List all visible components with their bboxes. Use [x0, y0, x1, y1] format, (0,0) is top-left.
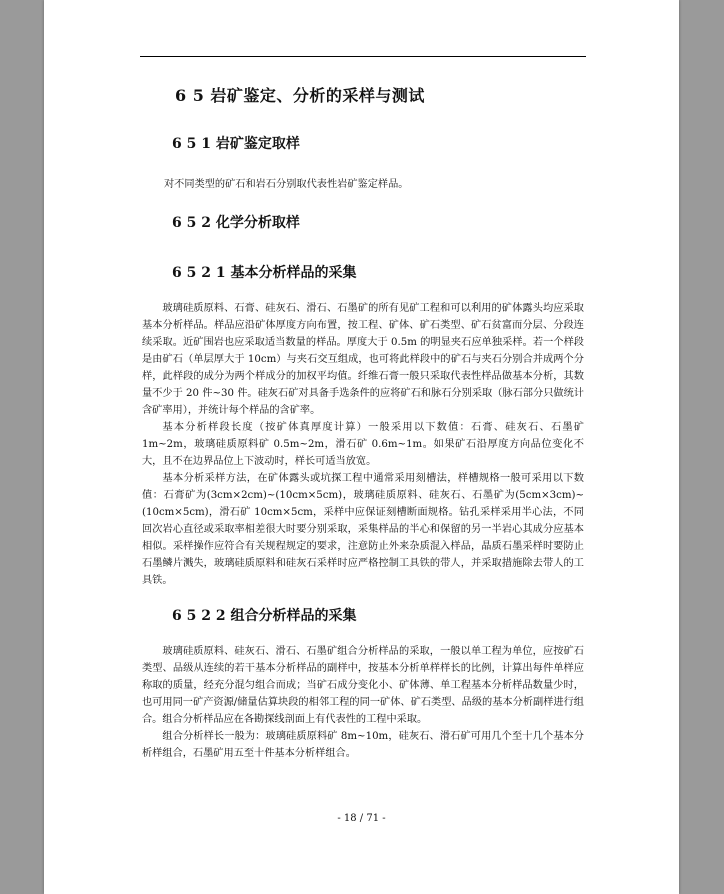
paragraph-6-5-2-1-c: 基本分析采样方法，在矿体露头或坑探工程中通常采用刻槽法，样槽规格一般可采用以下数值：石膏矿为(3cm×2cm)~(10cm×5cm)，玻璃硅质原料、硅灰石、石墨矿为(5cm×3cm)~(10cm×5cm)，滑石矿 10cm×5cm，采样中应保证刻槽断面规格。钻孔采样采用半心法，不同回次岩心直径或采取率相差很大时要分别采取，采集样品的半心和保留的另一半岩心其成分应基本相似。采样操作应符合有关规程规定的要求，注意防止外来杂质混入样品，晶质石墨采样时要防止石墨鳞片溅失，玻璃硅质原料和硅灰石采样时应严格控制工具铁的带人，并采取措施除去带人的工具铁。: [142, 473, 584, 586]
body-6-5-2-1: [142, 300, 584, 589]
header-rule: [140, 56, 586, 57]
body-6-5-2-2: [142, 643, 584, 762]
paragraph-6-5-2-1-b: 基本分析样段长度（按矿体真厚度计算）一般采用以下数值：石膏、硅灰石、石墨矿1m~2m，玻璃硅质原料矿 0.5m~2m，滑石矿 0.6m~1m。如果矿石沿厚度方向品位变化不大，且不在边界品位上下波动时，样长可适当放宽。: [142, 422, 584, 467]
paragraph-6-5-2-2-a: 玻璃硅质原料、硅灰石、滑石、石墨矿组合分析样品的采取，一般以单工程为单位，应按矿石类型、品级从连续的若干基本分析样品的副样中，按基本分析单样样长的比例，计算出每件单样应称取的质量，经充分混匀组合而成；当矿石成分变化小、矿体薄、单工程基本分析样品数量少时，也可用同一矿产资源/储量估算块段的相邻工程的同一矿体、矿石类型、品级的基本分析副样进行组合。组合分析样品应在各勘探线剖面上有代表性的工程中采取。: [142, 646, 584, 725]
paragraph-6-5-2-1-a: 玻璃硅质原料、石膏、硅灰石、滑石、石墨矿的所有见矿工程和可以利用的矿体露头均应采取基本分析样品。样品应沿矿体厚度方向布置，按工程、矿体、矿石类型、矿石贫富而分层、分段连续采取。近矿围岩也应采取适当数量的样品。厚度大于 0.5m 的明显夹石应单独采样。若一个样段是由矿石（单层厚大于 10cm）与夹石交互组成，也可将此样段中的矿石与夹石分别合并成两个分样，此样段的成分为两个样成分的加权平均值。纤维石膏一般只采取代表性样品做基本分析，其数量不少于 20 件~30 件。硅灰石矿对具备手选条件的应将矿石和脉石分别采取（脉石部分只做统计含矿率用），并统计每个样品的含矿率。: [142, 303, 584, 416]
section-heading-6-5-2: 6 5 2 化学分析取样: [172, 215, 300, 231]
section-heading-6-5-2-2: 6 5 2 2 组合分析样品的采集: [172, 608, 357, 624]
section-heading-6-5: 6 5 岩矿鉴定、分析的采样与测试: [175, 86, 425, 105]
document-page: [44, 0, 679, 894]
section-heading-6-5-2-1: 6 5 2 1 基本分析样品的采集: [172, 265, 357, 281]
paragraph-6-5-1: 对不同类型的矿石和岩石分别取代表性岩矿鉴定样品。: [164, 179, 409, 190]
section-heading-6-5-1: 6 5 1 岩矿鉴定取样: [172, 136, 300, 152]
paragraph-6-5-2-2-b: 组合分析样长一般为：玻璃硅质原料矿 8m~10m，硅灰石、滑石矿可用几个至十几个基本分析样组合，石墨矿用五至十件基本分析样组合。: [142, 731, 584, 759]
page-number: - 18 / 71 -: [337, 813, 386, 824]
